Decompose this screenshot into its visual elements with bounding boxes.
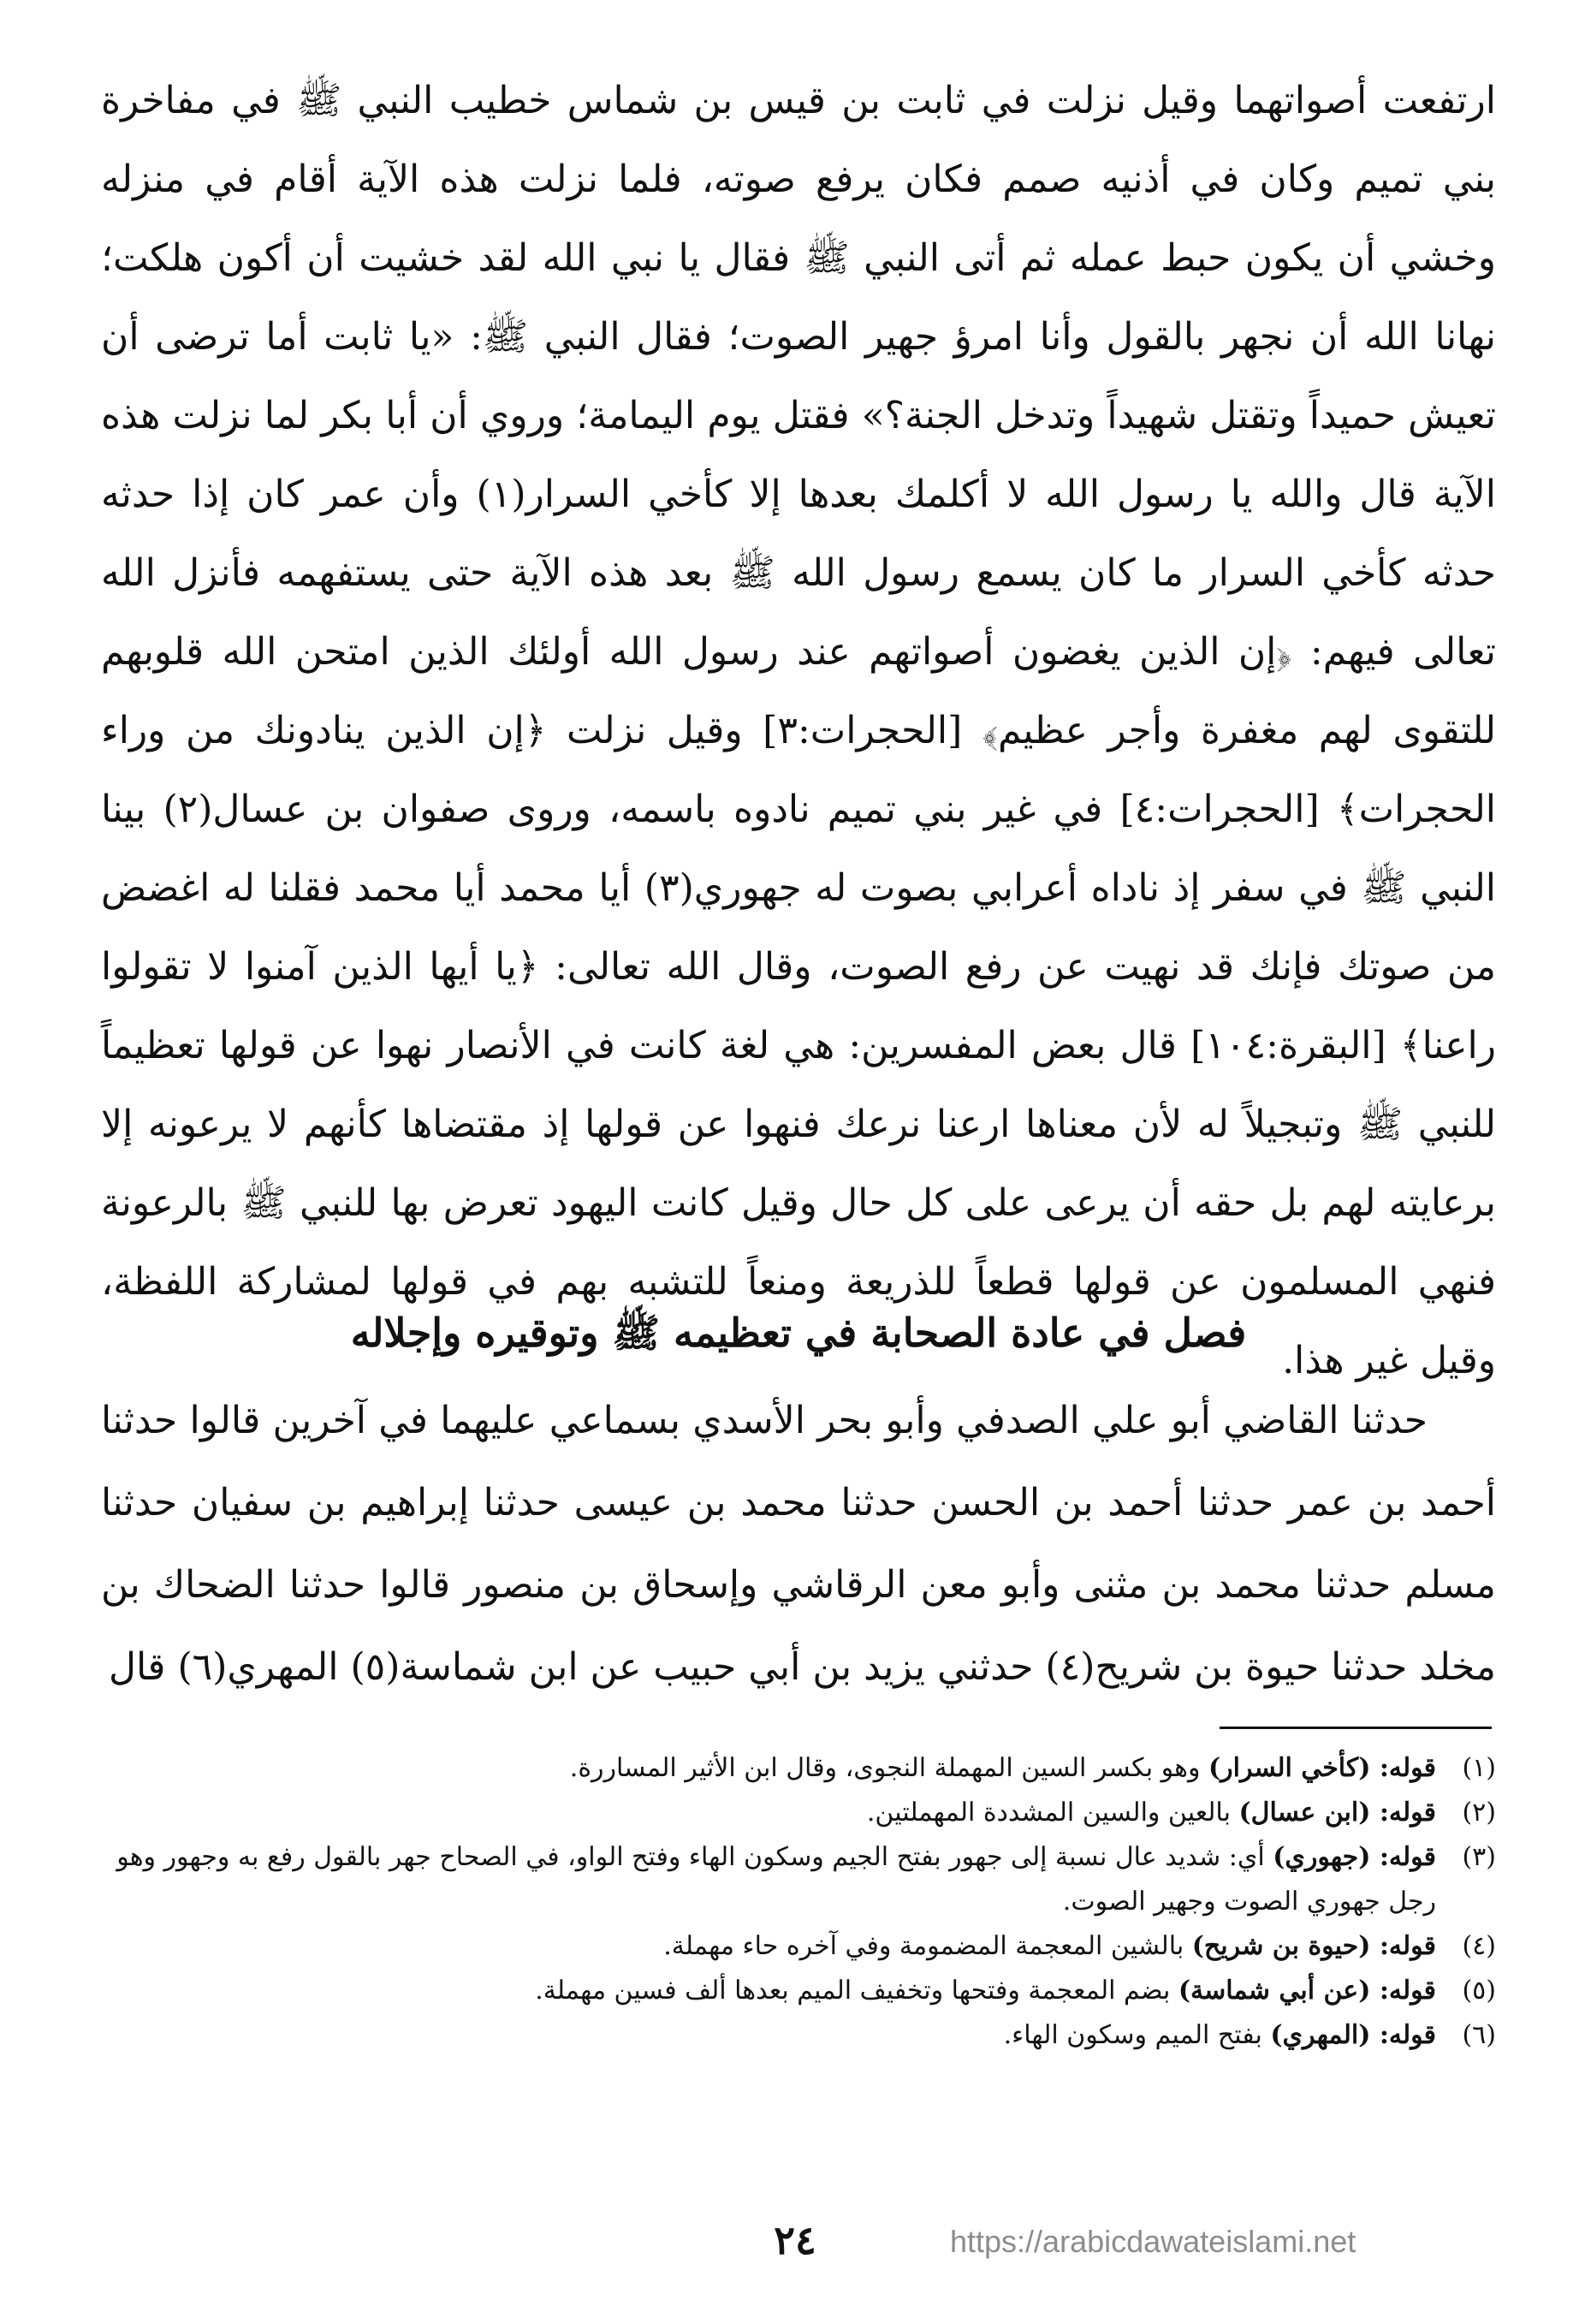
main-paragraph: ارتفعت أصواتهما وقيل نزلت في ثابت بن قيس بن شماس خطيب النبي ﷺ في مفاخرة بني تميم وكان في أذنيه صمم فكان يرفع صوته، فلما نزلت هذه الآية أقام في منزله وخشي أن يكون حبط عمله ثم أتى النبي ﷺ فقال يا نبي الله لقد خشيت أن أكون هلكت؛ نهانا الله أن نجهر بالقول وأنا امرؤ جهير الصوت؛ فقال النبي ﷺ: «يا ثابت أما ترضى أن تعيش حميداً وتقتل شهيداً وتدخل الجنة؟» فقتل يوم اليمامة؛ وروي أن أبا بكر لما نزلت هذه الآية قال والله يا رسول الله لا أكلمك بعدها إلا كأخي السرار(١) وأن عمر كان إذا حدثه حدثه كأخي السرار ما كان يسمع رسول الله ﷺ بعد هذه الآية حتى يستفهمه فأنزل الله تعالى فيهم: ﴿إن الذين يغضون أصواتهم عند رسول الله أولئك الذين امتحن الله قلوبهم للتقوى لهم مغفرة وأجر عظيم﴾ [الحجرات:٣] وقيل نزلت ﴿إن الذين ينادونك من وراء الحجرات﴾ [الحجرات:٤] في غير بني تميم نادوه باسمه، وروى صفوان بن عسال(٢) بينا النبي ﷺ في سفر إذ ناداه أعرابي بصوت له جهوري(٣) أيا محمد أيا محمد فقلنا له اغضض من صوتك فإنك قد نهيت عن رفع الصوت، وقال الله تعالى: ﴿يا أيها الذين آمنوا لا تقولوا راعنا﴾ [البقرة:١٠٤] قال بعض المفسرين: هي لغة كانت في الأنصار نهوا عن قولها تعظيماً للنبي ﷺ وتبجيلاً له لأن معناها ارعنا نرعك فنهوا عن قولها إذ مقتضاها كأنهم لا يرعونه إلا برعايته لهم بل حقه أن يرعى على كل حال وقيل كانت اليهود تعرض بها للنبي ﷺ بالرعونة فنهي المسلمون عن قولها قطعاً للذريعة ومنعاً للتشبه بهم في قولها لمشاركة اللفظة، وقيل غير هذا. [101,79,1496,1382]
footnote-label: قوله: (كأخي السرار) [1208,1753,1436,1783]
footnote-text: بضم المعجمة وفتحها وتخفيف الميم بعدها ألف فسين مهملة. [535,1976,1178,2006]
footnote-label: قوله: (ابن عسال) [1238,1798,1436,1828]
footnote-label: قوله: (حيوة بن شريح) [1191,1931,1436,1961]
footnote-item [101,1746,1496,1791]
footnote-item [101,2013,1496,2058]
footnote-text: أي: شديد عال نسبة إلى جهور بفتح الجيم وسكون الهاء وفتح الواو، في الصحاح جهر بالقول رفع به وجهور وهو رجل جهوري الصوت وجهير الصوت. [116,1842,1436,1917]
footnote-text: بالشين المعجمة المضمومة وفي آخره حاء مهملة. [663,1931,1192,1961]
footnote-number: (٢) [1462,1798,1496,1828]
footnote-item [101,1835,1496,1924]
footnote-item [101,1924,1496,1969]
footnote-text: بفتح الميم وسكون الهاء. [1003,2020,1271,2050]
footnote-label: قوله: (جهوري) [1273,1842,1436,1872]
page-number: ٢٤ [774,2217,816,2263]
footnote-number: (٦) [1462,2020,1496,2050]
footnote-item [101,1791,1496,1835]
footnote-text: بالعين والسين المشددة المهملتين. [866,1798,1239,1828]
main-text-block [101,62,1496,1400]
footnote-text: وهو بكسر السين المهملة النجوى، وقال ابن الأثير المساررة. [569,1753,1208,1783]
section-heading: فصل في عادة الصحابة في تعظيمه ﷺ وتوقيره وإجلاله [350,1310,1247,1356]
footnote-number: (٥) [1462,1976,1496,2006]
footnote-number: (٤) [1462,1931,1496,1961]
footnote-number: (١) [1462,1753,1496,1783]
footnote-divider [1220,1727,1492,1729]
watermark-url: https://arabicdawateislami.net [950,2224,1357,2259]
footnote-number: (٣) [1462,1842,1496,1872]
footnote-item [101,1969,1496,2013]
section-paragraph: حدثنا القاضي أبو علي الصدفي وأبو بحر الأسدي بسماعي عليهما في آخرين قالوا حدثنا أحمد بن عمر حدثنا أحمد بن الحسن حدثنا محمد بن عيسى حدثنا إبراهيم بن سفيان حدثنا مسلم حدثنا محمد بن مثنى وأبو معن الرقاشي وإسحاق بن منصور قالوا حدثنا الضحاك بن مخلد حدثنا حيوة بن شريح(٤) حدثني يزيد بن أبي حبيب عن ابن شماسة(٥) المهري(٦) قال [101,1399,1496,1689]
footnotes [101,1746,1496,2058]
footnote-label: قوله: (عن أبي شماسة) [1178,1976,1436,2006]
footnote-label: قوله: (المهري) [1270,2020,1436,2050]
